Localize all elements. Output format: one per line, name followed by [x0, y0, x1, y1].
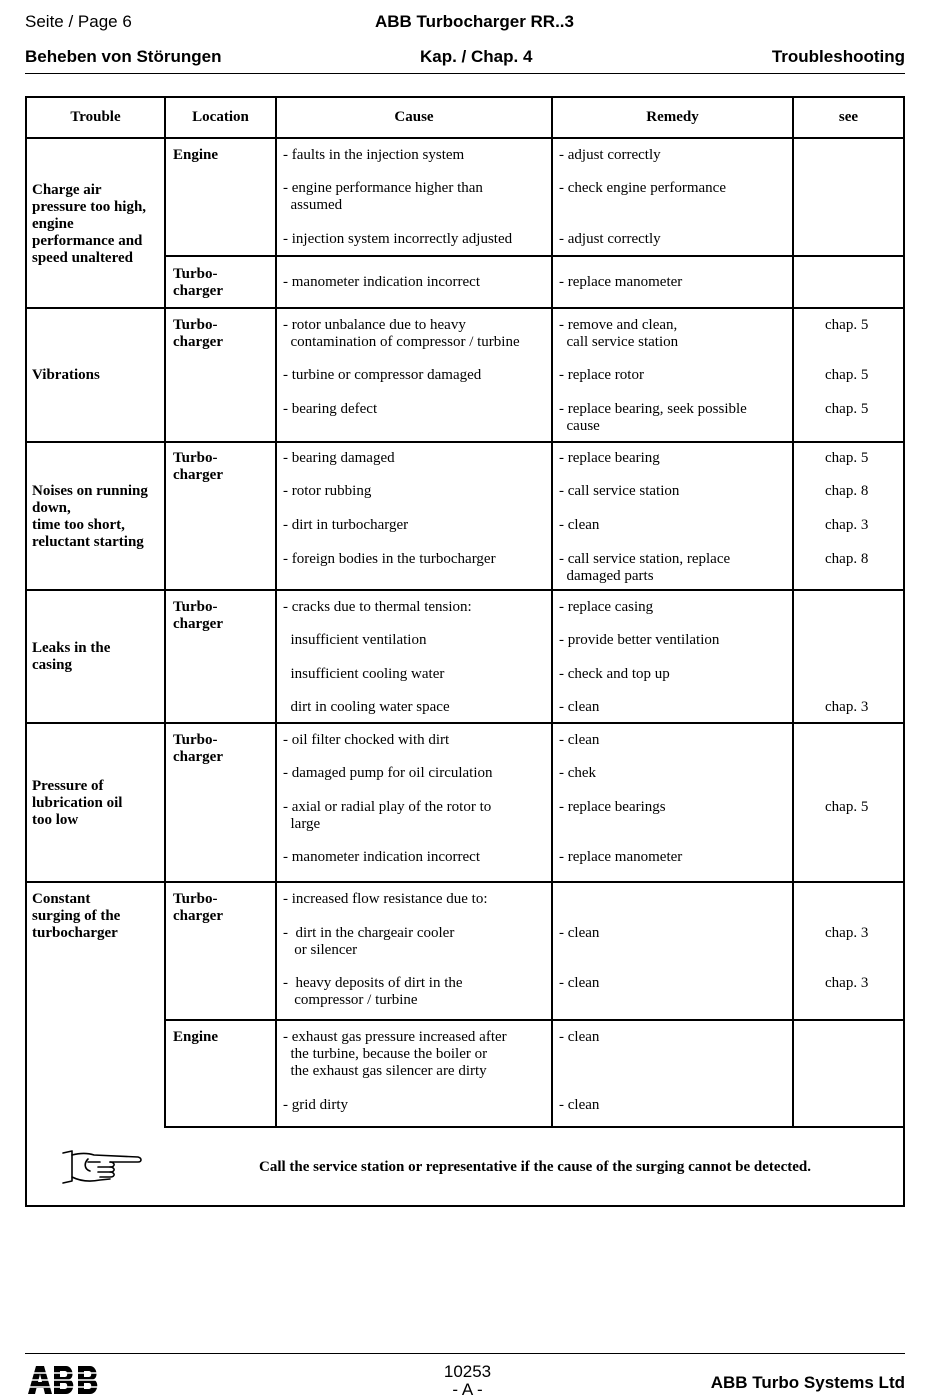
- column-header-trouble: Trouble: [70, 109, 121, 125]
- cause-cell: - oil filter chocked with dirt: [283, 732, 450, 748]
- group-divider: [25, 589, 905, 591]
- location-cell: Turbo- charger: [173, 450, 223, 483]
- cause-cell: - increased flow resistance due to:: [283, 891, 488, 907]
- remedy-cell: - clean: [559, 699, 600, 715]
- document-title: ABB Turbocharger RR..3: [375, 12, 574, 31]
- remedy-cell: - replace bearing: [559, 450, 660, 466]
- group-divider: [25, 722, 905, 724]
- see-cell: chap. 3: [825, 699, 869, 715]
- table-bottom-divider: [164, 1126, 905, 1128]
- cause-cell: - axial or radial play of the rotor to large: [283, 799, 492, 832]
- location-cell: Engine: [173, 1029, 219, 1045]
- trouble-cell: Charge air pressure too high, engine performance and speed unaltered: [32, 182, 147, 266]
- location-cell: Turbo- charger: [173, 732, 223, 765]
- cause-cell: - manometer indication incorrect: [283, 274, 480, 290]
- see-cell: chap. 5: [825, 367, 869, 383]
- company-name: ABB Turbo Systems Ltd: [710, 1373, 905, 1392]
- remedy-cell: - clean: [559, 925, 600, 941]
- cause-cell: - rotor rubbing: [283, 483, 372, 499]
- header-row-divider: [25, 137, 905, 139]
- remedy-cell: - clean: [559, 1097, 600, 1113]
- location-cell: Turbo- charger: [173, 599, 223, 632]
- remedy-cell: - check and top up: [559, 666, 670, 682]
- section-title-de: Beheben von Störungen: [25, 47, 222, 66]
- trouble-cell: Noises on running down, time too short, reluctant starting: [32, 483, 148, 550]
- cause-cell: - manometer indication incorrect: [283, 849, 480, 865]
- cause-cell: - foreign bodies in the turbocharger: [283, 551, 496, 567]
- group-divider: [25, 881, 905, 883]
- service-note: Call the service station or representative if the cause of the surging cannot be detected.: [259, 1159, 811, 1175]
- group-divider: [25, 307, 905, 309]
- remedy-cell: - replace bearing, seek possible cause: [559, 401, 747, 434]
- cause-cell: insufficient ventilation: [283, 632, 427, 648]
- remedy-cell: - call service station, replace damaged parts: [559, 551, 731, 584]
- revision-label: - A -: [452, 1380, 483, 1399]
- cause-cell: - grid dirty: [283, 1097, 348, 1113]
- cause-cell: - dirt in turbocharger: [283, 517, 409, 533]
- remedy-cell: - chek: [559, 765, 597, 781]
- column-header-see: see: [838, 109, 859, 125]
- remedy-cell: - replace rotor: [559, 367, 644, 383]
- col-divider-remedy: [792, 96, 794, 1127]
- cause-cell: insufficient cooling water: [283, 666, 445, 682]
- pointing-hand-icon: [60, 1147, 144, 1187]
- remedy-cell: - replace casing: [559, 599, 654, 615]
- remedy-cell: - clean: [559, 732, 600, 748]
- remedy-cell: - clean: [559, 517, 600, 533]
- block-divider: [164, 1019, 905, 1021]
- cause-cell: - heavy deposits of dirt in the compressor / turbine: [283, 975, 463, 1008]
- col-divider-location: [275, 96, 277, 1127]
- column-header-remedy: Remedy: [646, 109, 699, 125]
- cause-cell: - cracks due to thermal tension:: [283, 599, 472, 615]
- see-cell: chap. 3: [825, 925, 869, 941]
- remedy-cell: - adjust correctly: [559, 147, 661, 163]
- cause-cell: - engine performance higher than assumed: [283, 180, 483, 213]
- cause-cell: - bearing defect: [283, 401, 378, 417]
- remedy-cell: - provide better ventilation: [559, 632, 720, 648]
- cause-cell: - dirt in the chargeair cooler or silencer: [283, 925, 455, 958]
- column-header-cause: Cause: [394, 109, 434, 125]
- remedy-cell: - adjust correctly: [559, 231, 661, 247]
- footer-rule: [25, 1353, 905, 1354]
- remedy-cell: - replace manometer: [559, 849, 683, 865]
- block-divider: [164, 255, 905, 257]
- group-divider: [25, 441, 905, 443]
- cause-cell: - bearing damaged: [283, 450, 395, 466]
- trouble-cell: Vibrations: [32, 367, 100, 383]
- col-divider-trouble: [164, 96, 166, 1127]
- see-cell: chap. 5: [825, 450, 869, 466]
- location-cell: Turbo- charger: [173, 317, 223, 350]
- location-cell: Engine: [173, 147, 219, 163]
- cause-cell: dirt in cooling water space: [283, 699, 450, 715]
- trouble-cell: Pressure of lubrication oil too low: [32, 778, 123, 828]
- remedy-cell: - check engine performance: [559, 180, 726, 196]
- chapter-label: Kap. / Chap. 4: [420, 47, 533, 66]
- trouble-cell: Leaks in the casing: [32, 640, 111, 673]
- location-cell: Turbo- charger: [173, 266, 223, 299]
- trouble-cell: Constant surging of the turbocharger: [32, 891, 121, 941]
- cause-cell: - exhaust gas pressure increased after the turbine, because the boiler or the exhaust gas silencer are dirty: [283, 1029, 507, 1079]
- remedy-cell: - clean: [559, 975, 600, 991]
- remedy-cell: - remove and clean, call service station: [559, 317, 679, 350]
- see-cell: chap. 5: [825, 799, 869, 815]
- see-cell: chap. 8: [825, 551, 869, 567]
- column-header-location: Location: [192, 109, 249, 125]
- cause-cell: - turbine or compressor damaged: [283, 367, 482, 383]
- see-cell: chap. 8: [825, 483, 869, 499]
- see-cell: chap. 5: [825, 401, 869, 417]
- remedy-cell: - call service station: [559, 483, 680, 499]
- see-cell: chap. 5: [825, 317, 869, 333]
- cause-cell: - injection system incorrectly adjusted: [283, 231, 513, 247]
- see-cell: chap. 3: [825, 517, 869, 533]
- cause-cell: - faults in the injection system: [283, 147, 465, 163]
- col-divider-cause: [551, 96, 553, 1127]
- document-number: 10253: [443, 1362, 492, 1381]
- remedy-cell: - replace manometer: [559, 274, 683, 290]
- header-rule: [25, 73, 905, 74]
- page-number: Seite / Page 6: [25, 12, 132, 31]
- cause-cell: - damaged pump for oil circulation: [283, 765, 493, 781]
- location-cell: Turbo- charger: [173, 891, 223, 924]
- cause-cell: - rotor unbalance due to heavy contamination of compressor / turbine: [283, 317, 520, 350]
- section-title-en: Troubleshooting: [771, 47, 905, 66]
- remedy-cell: - replace bearings: [559, 799, 666, 815]
- remedy-cell: - clean: [559, 1029, 600, 1045]
- see-cell: chap. 3: [825, 975, 869, 991]
- abb-logo: [28, 1366, 102, 1394]
